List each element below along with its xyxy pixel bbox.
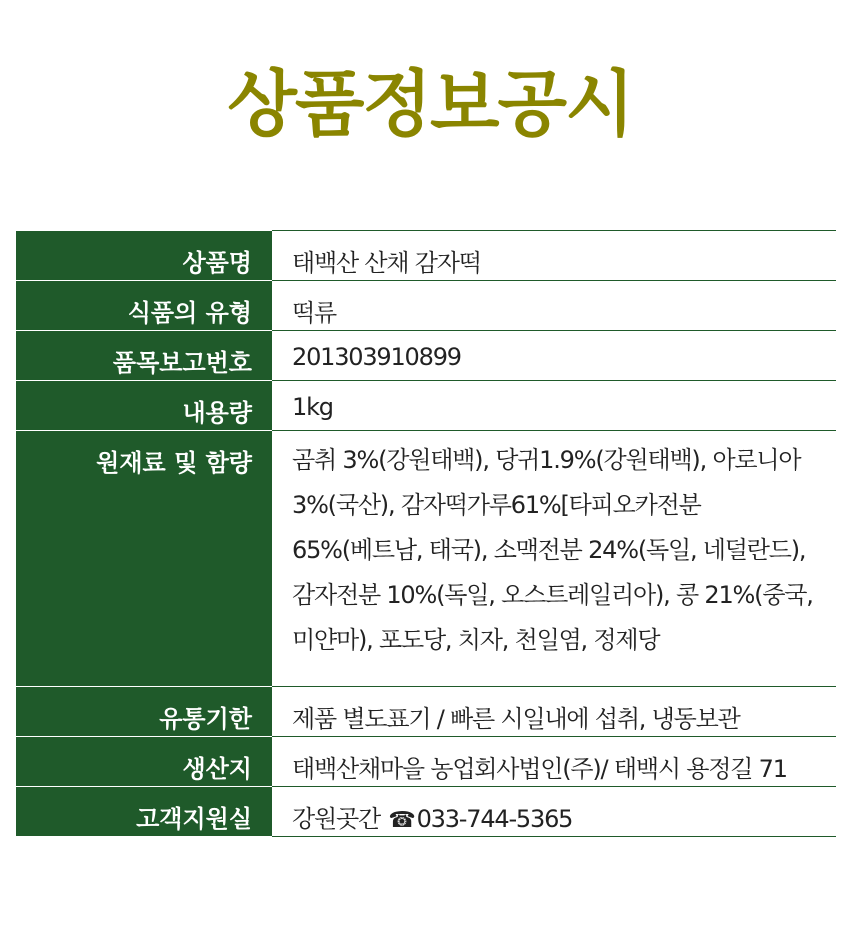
row-label: 고객지원실 bbox=[16, 787, 272, 837]
row-label: 유통기한 bbox=[16, 687, 272, 737]
table-row bbox=[16, 431, 836, 687]
support-center-name: 강원곳간 bbox=[292, 805, 380, 833]
row-label: 식품의 유형 bbox=[16, 281, 272, 331]
row-value: 201303910899 bbox=[272, 331, 836, 381]
row-value: 태백산 산채 감자떡 bbox=[272, 231, 836, 281]
table-row bbox=[16, 787, 836, 837]
row-value: 떡류 bbox=[272, 281, 836, 331]
row-value: 태백산채마을 농업회사법인(주)/ 태백시 용정길 71 bbox=[272, 737, 836, 787]
row-label: 생산지 bbox=[16, 737, 272, 787]
row-label: 품목보고번호 bbox=[16, 331, 272, 381]
page-title: 상품정보공시 bbox=[227, 62, 633, 146]
row-value: 1kg bbox=[272, 381, 836, 431]
row-label: 내용량 bbox=[16, 381, 272, 431]
phone-icon: ☎ bbox=[388, 808, 415, 833]
customer-support-value bbox=[272, 787, 836, 837]
row-label: 상품명 bbox=[16, 231, 272, 281]
product-info-table bbox=[16, 230, 836, 837]
table-row bbox=[16, 231, 836, 281]
row-label: 원재료 및 함량 bbox=[16, 431, 272, 687]
table-row bbox=[16, 331, 836, 381]
ingredients-value: 곰취 3%(강원태백), 당귀1.9%(강원태백), 아로니아 3%(국산), 감자떡가루61%[타피오카전분 65%(베트남, 태국), 소맥전분 24%(독일, 네덜란드), 감자전분 10%(독일, 오스트레일리아), 콩 21%(중국, 미얀마), 포도당, 치자, 천일염, 정제당 bbox=[272, 431, 836, 687]
table-row bbox=[16, 687, 836, 737]
table-row bbox=[16, 737, 836, 787]
phone-number: 033-744-5365 bbox=[416, 805, 573, 833]
table-row bbox=[16, 381, 836, 431]
row-value: 제품 별도표기 / 빠른 시일내에 섭취, 냉동보관 bbox=[272, 687, 836, 737]
table-row bbox=[16, 281, 836, 331]
